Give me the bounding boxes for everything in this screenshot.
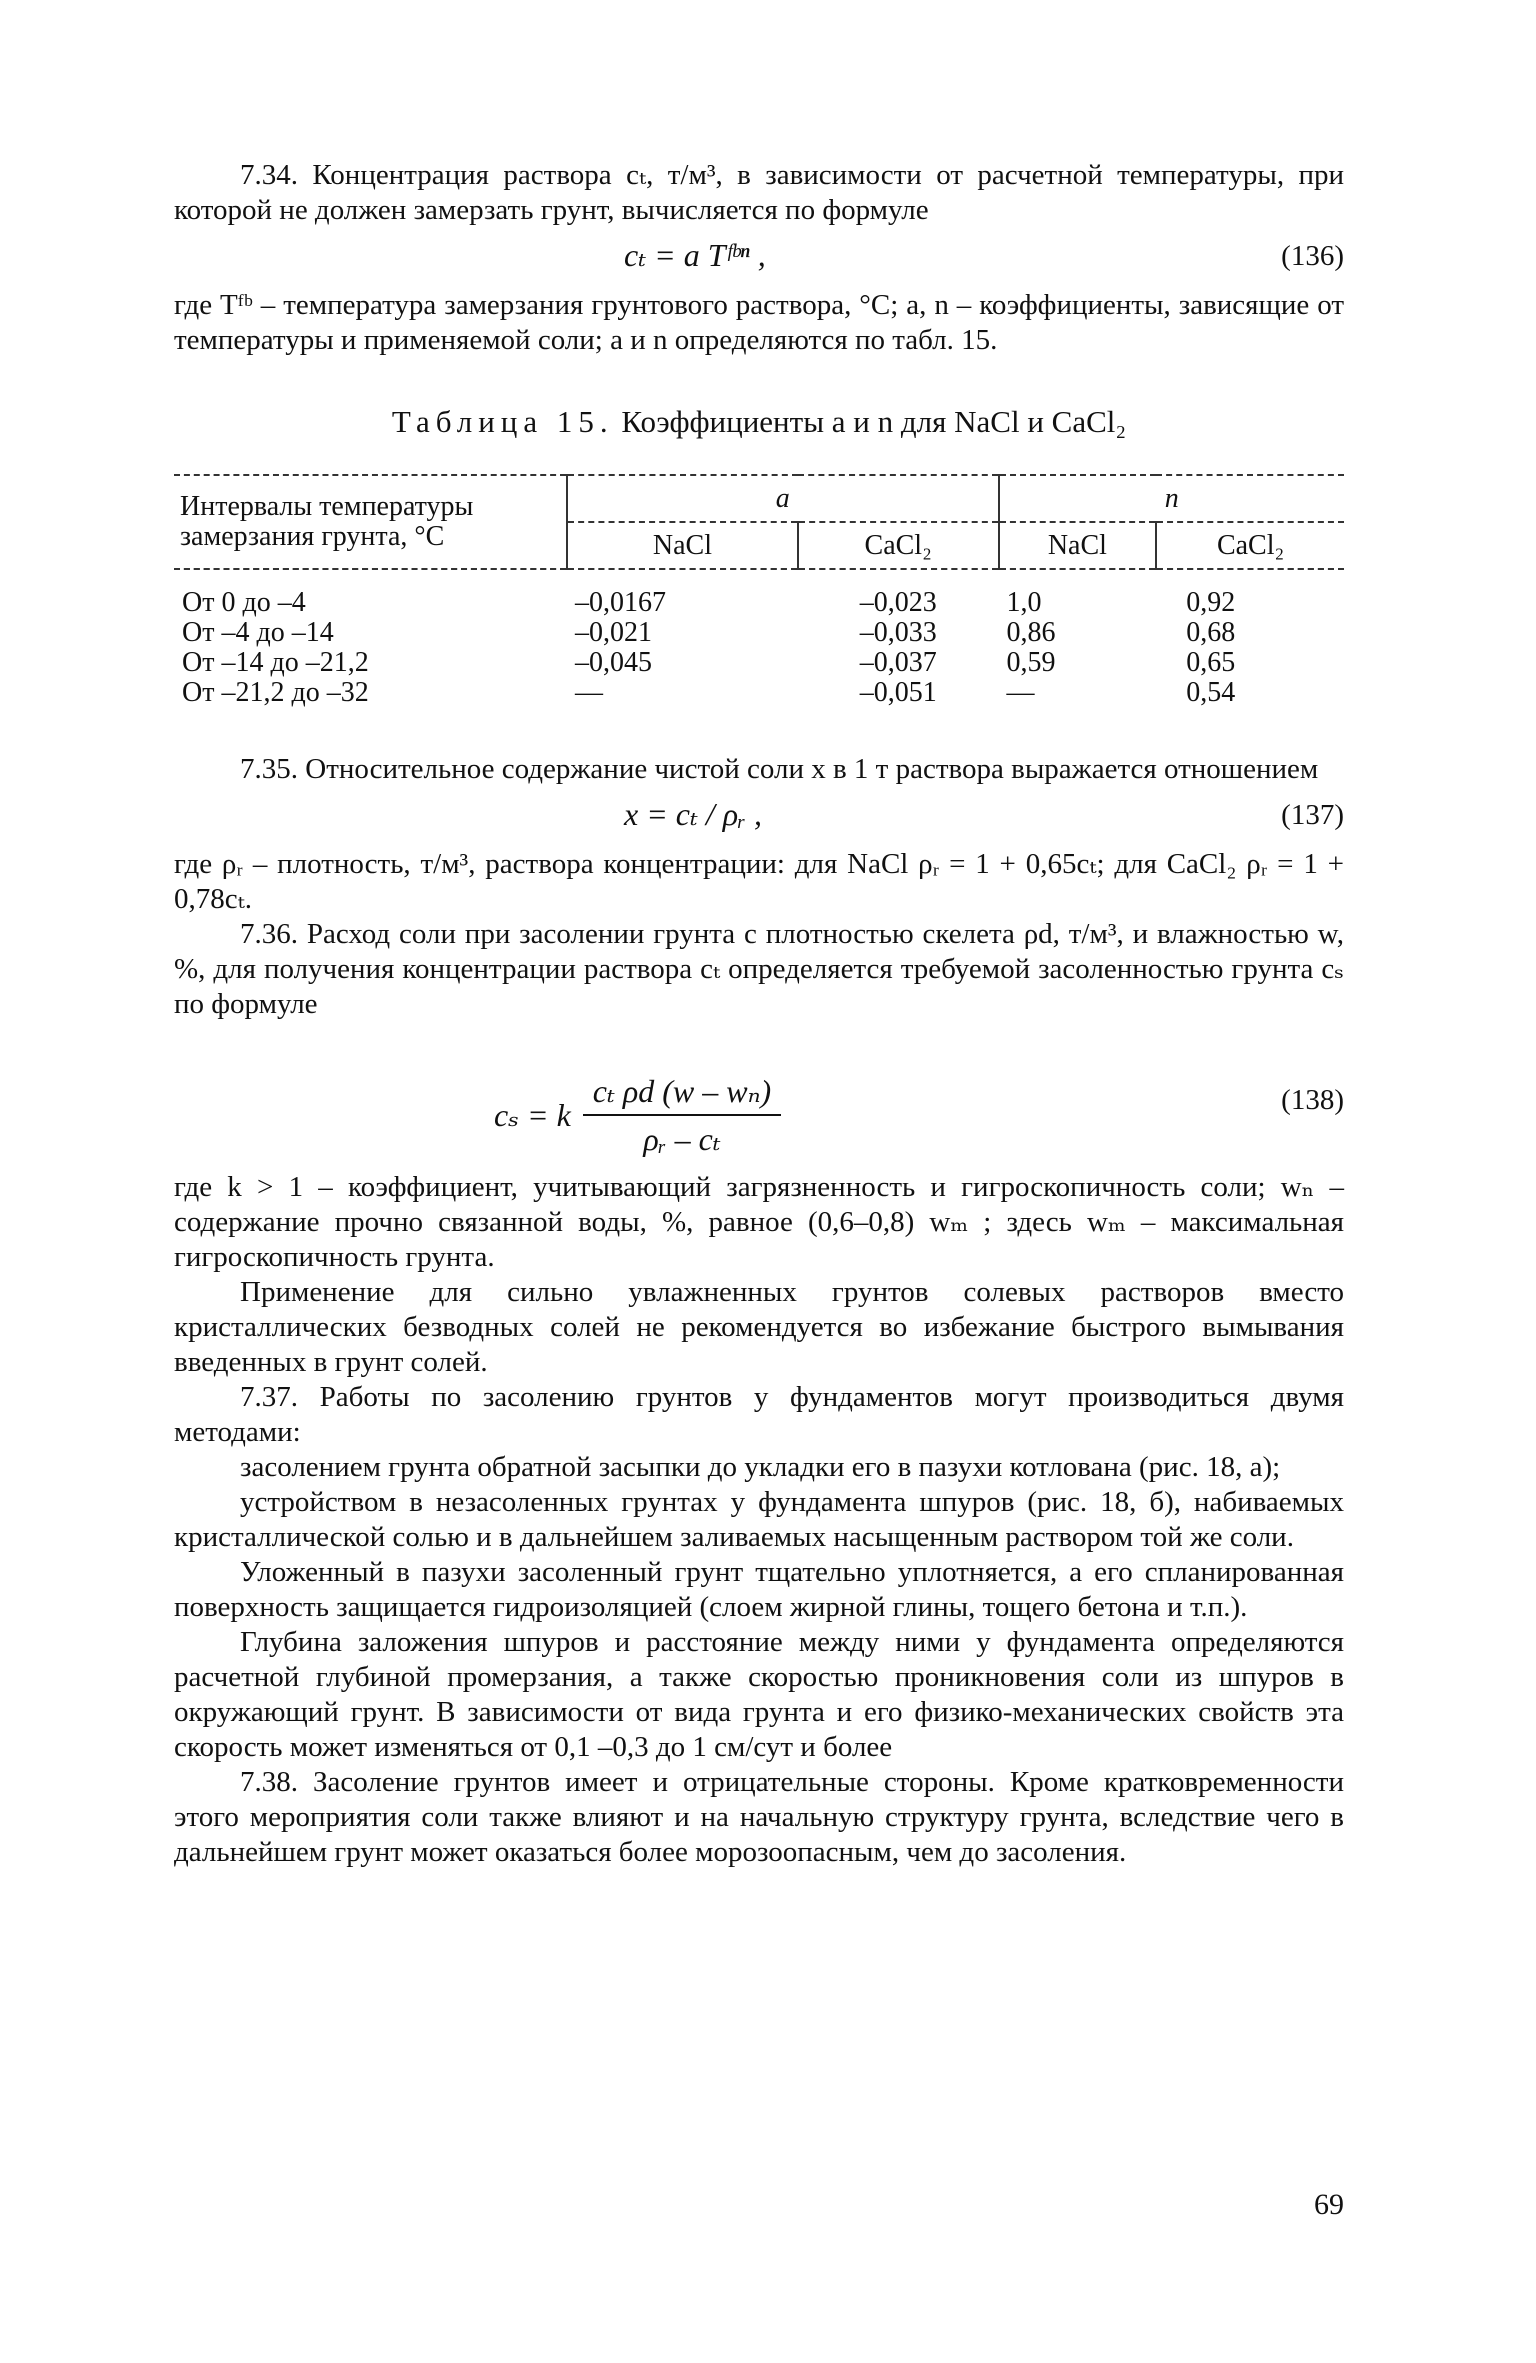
paragraph-7-35: 7.35. Относительное содержание чистой соли x в 1 т раствора выражается отношением: [240, 753, 1319, 785]
table-header-n: n: [999, 475, 1344, 522]
table-row: [174, 678, 1344, 708]
table-row: [174, 569, 1344, 618]
cell-n-cacl2: 0,92: [1186, 587, 1236, 618]
paragraph-7-34: 7.34. Концентрация раствора cₜ, т/м³, в зависимости от расчетной температуры, при которой не должен замерзать грунт, вычисляется по формуле: [174, 159, 1344, 226]
paragraph-7-36-where: где k > 1 – коэффициент, учитывающий загрязненность и гигроскопичность соли; wₙ – содержание прочно связанной воды, %, равное (0,6–0,8) wₘ ; здесь wₘ – максимальная гигроскопичность грунта.: [174, 1171, 1344, 1273]
formula-138-number: (138): [1281, 1084, 1344, 1116]
page-body: [174, 158, 1344, 1870]
formula-138-denominator: ρᵣ – cₜ: [643, 1121, 721, 1157]
paragraph-7-38: 7.38. Засоление грунтов имеет и отрицательные стороны. Кроме кратковременности этого мероприятия соли также влияют и на начальную структуру грунта, вследствие чего в дальнейшем грунт может оказаться более морозоопасным, чем до засоления.: [174, 1766, 1344, 1868]
table-subheader-a-cacl2: CaCl₂: [798, 522, 999, 569]
table-15-caption-rest: Коэффициенты a и n для NaCl и CaCl₂: [621, 404, 1127, 439]
paragraph-7-35-where: где ρᵣ – плотность, т/м³, раствора концентрации: для NaCl ρᵣ = 1 + 0,65cₜ; для CaCl₂ ρᵣ = 1 + 0,78cₜ.: [174, 848, 1344, 915]
cell-n-nacl: 0,59: [1006, 647, 1056, 678]
method-2: устройством в незасоленных грунтах у фундамента шпуров (рис. 18, б), набиваемых кристаллической солью и в дальнейшем заливаемых насыщенным раствором той же соли.: [174, 1486, 1344, 1553]
formula-138-numerator: cₜ ρd (w – wₙ): [583, 1072, 781, 1116]
formula-136: [174, 230, 1344, 282]
cell-a-cacl2: –0,023: [859, 587, 937, 618]
cell-n-cacl2: 0,54: [1186, 677, 1236, 708]
formula-137: [174, 789, 1344, 841]
cell-a-cacl2: –0,033: [859, 617, 937, 648]
cell-a-cacl2: –0,051: [859, 677, 937, 708]
paragraph-7-36-note: Применение для сильно увлажненных грунтов солевых растворов вместо кристаллических безводных солей не рекомендуется во избежание быстрого вымывания введенных в грунт солей.: [174, 1276, 1344, 1378]
formula-138-expression: [494, 1072, 781, 1158]
cell-a-cacl2: –0,037: [859, 647, 937, 678]
paragraph-7-36: 7.36. Расход соли при засолении грунта с плотностью скелета ρd, т/м³, и влажностью w, %, для получения концентрации раствора cₜ определяется требуемой засоленностью грунта cₛ по формуле: [174, 918, 1344, 1020]
cell-interval: От –4 до –14: [182, 617, 334, 648]
formula-136-expression: cₜ = a Tᶠᵇⁿ ,: [624, 237, 766, 273]
cell-n-nacl: 0,86: [1006, 617, 1056, 648]
table-subheader-n-cacl2: CaCl₂: [1156, 522, 1344, 569]
cell-a-nacl: –0,021: [575, 617, 652, 648]
cell-interval: От –14 до –21,2: [182, 647, 369, 678]
table-15-caption-lead: Таблица 15.: [391, 404, 614, 439]
table-subheader-n-nacl: NaCl: [999, 522, 1157, 569]
paragraph-7-34-where: где Tᶠᵇ – температура замерзания грунтового раствора, °С; a, n – коэффициенты, зависящие от температуры и применяемой соли; a и n определяются по табл. 15.: [174, 289, 1344, 356]
table-row: [174, 618, 1344, 648]
cell-a-nacl: —: [575, 677, 603, 708]
formula-138-fraction: [583, 1072, 781, 1158]
cell-n-nacl: 1,0: [1006, 587, 1042, 618]
cell-interval: От 0 до –4: [182, 587, 306, 618]
paragraph-7-37-depth: Глубина заложения шпуров и расстояние между ними у фундамента определяются расчетной глубиной промерзания, а также скоростью проникновения соли из шпуров в окружающий грунт. В зависимости от вида грунта и его физико-механических свойств эта скорость может изменяться от 0,1 –0,3 до 1 см/сут и более: [174, 1626, 1344, 1763]
table-header-interval: Интервалы температуры замерзания грунта, °С: [174, 475, 567, 569]
table-15-caption: [174, 404, 1344, 440]
table-subheader-a-nacl: NaCl: [567, 522, 798, 569]
formula-137-expression: x = cₜ / ρᵣ ,: [624, 796, 763, 832]
formula-138: [174, 1044, 1344, 1157]
cell-n-cacl2: 0,65: [1186, 647, 1236, 678]
table-15: [174, 474, 1344, 708]
paragraph-7-37-compaction: Уложенный в пазухи засоленный грунт тщательно уплотняется, а его спланированная поверхность защищается гидроизоляцией (слоем жирной глины, тощего бетона и т.п.).: [174, 1556, 1344, 1623]
cell-interval: От –21,2 до –32: [182, 677, 369, 708]
formula-137-number: (137): [1281, 799, 1344, 831]
cell-a-nacl: –0,045: [575, 647, 652, 678]
table-row: [174, 648, 1344, 678]
paragraph-7-37: 7.37. Работы по засолению грунтов у фундаментов могут производиться двумя методами:: [174, 1381, 1344, 1448]
cell-n-cacl2: 0,68: [1186, 617, 1236, 648]
cell-n-nacl: —: [1006, 677, 1035, 708]
table-header-a: a: [567, 475, 999, 522]
method-1: засолением грунта обратной засыпки до укладки его в пазухи котлована (рис. 18, а);: [240, 1451, 1281, 1483]
formula-136-number: (136): [1281, 240, 1344, 272]
cell-a-nacl: –0,0167: [575, 587, 666, 618]
page-number: 69: [1314, 2188, 1344, 2221]
formula-138-left: cₛ = k: [494, 1097, 571, 1133]
